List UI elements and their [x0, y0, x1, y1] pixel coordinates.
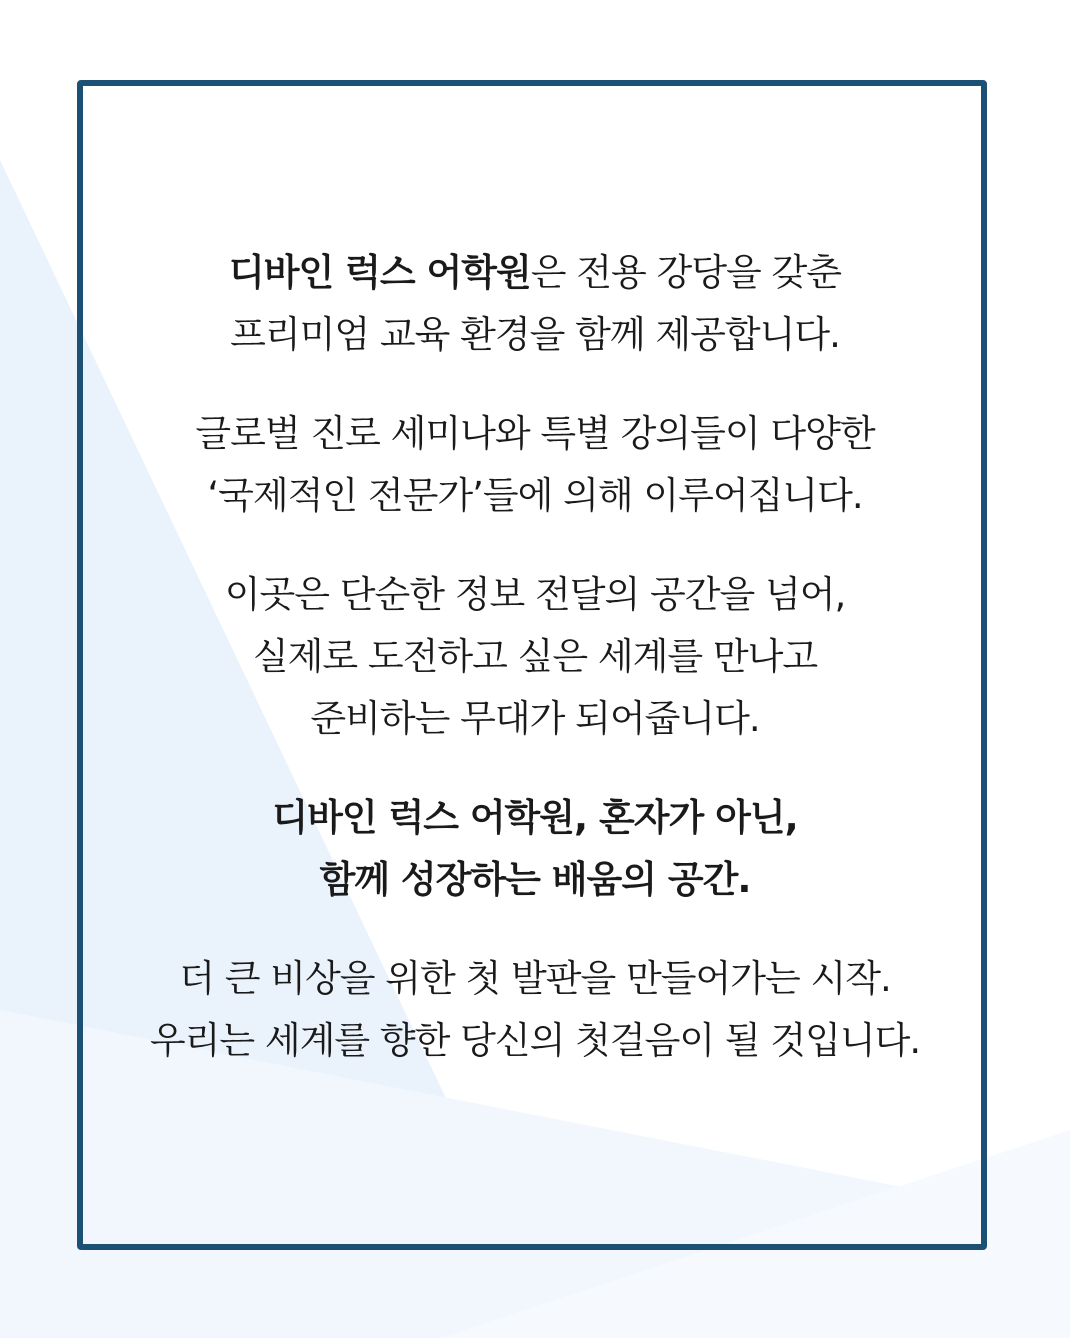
text-block	[77, 242, 993, 1072]
slogan-line-2: 함께 성장하는 배움의 공간.	[319, 858, 751, 901]
academy-name: 디바인 럭스 어학원	[229, 251, 531, 294]
seminar-line-1: 글로벌 진로 세미나와 특별 강의들이 다양한	[195, 412, 875, 455]
space-paragraph	[77, 564, 993, 750]
intro-line-1-rest: 은 전용 강당을 갖춘	[530, 251, 841, 294]
space-line-1: 이곳은 단순한 정보 전달의 공간을 넘어,	[224, 573, 846, 616]
closing-line-2: 우리는 세계를 향한 당신의 첫걸음이 될 것입니다.	[149, 1019, 921, 1062]
slogan-paragraph	[77, 787, 993, 911]
intro-line-2: 프리미엄 교육 환경을 함께 제공합니다.	[230, 313, 840, 356]
slogan-line-1: 디바인 럭스 어학원, 혼자가 아닌,	[272, 796, 798, 839]
intro-paragraph	[77, 242, 993, 366]
seminar-line-2: ‘국제적인 전문가’들에 의해 이루어집니다.	[207, 474, 863, 517]
closing-paragraph	[77, 948, 993, 1072]
intro-line-1	[77, 242, 993, 304]
space-line-3: 준비하는 무대가 되어줍니다.	[310, 697, 760, 740]
space-line-2: 실제로 도전하고 싶은 세계를 만나고	[252, 635, 818, 678]
seminar-paragraph	[77, 403, 993, 527]
closing-line-1: 더 큰 비상을 위한 첫 발판을 만들어가는 시작.	[179, 957, 891, 1000]
